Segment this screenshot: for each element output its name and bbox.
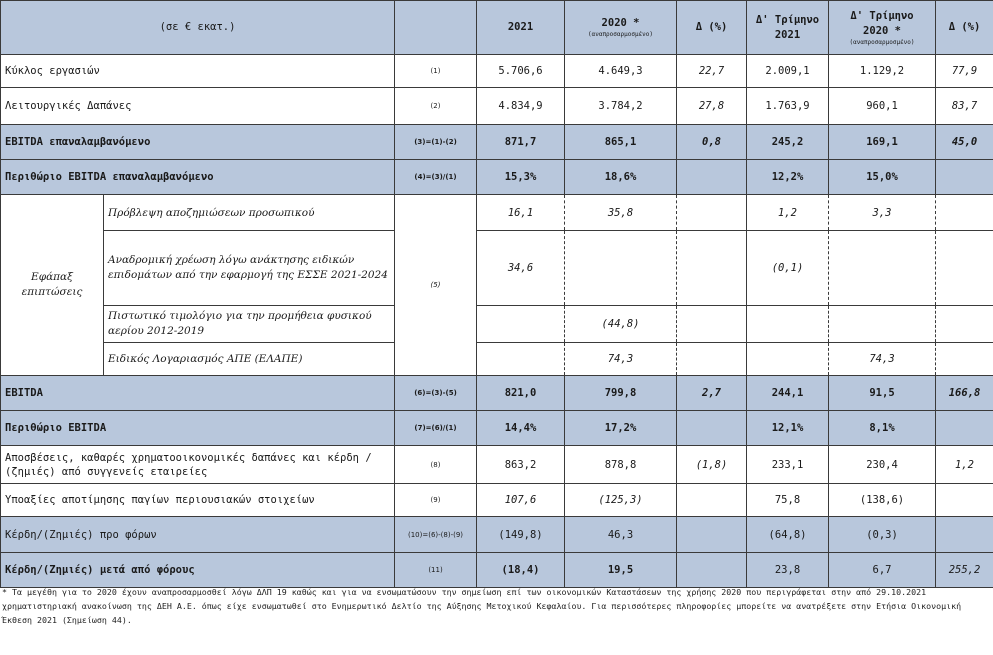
cell-qdelta	[936, 517, 993, 553]
cell-q4-2021	[747, 306, 829, 343]
cell-delta	[677, 484, 747, 517]
cell-qdelta: 255,2	[936, 553, 993, 588]
row-label: Περιθώριο EBITDA	[1, 411, 395, 446]
cell-2021: 5.706,6	[477, 55, 565, 88]
cell-q4-2020	[829, 231, 936, 306]
cell-delta	[677, 517, 747, 553]
row-oneoff-2	[1, 231, 993, 306]
cell-qdelta: 83,7	[936, 88, 993, 125]
row-oneoff-3	[1, 306, 993, 343]
row-label: Κύκλος εργασιών	[1, 55, 395, 88]
row-profit-before-tax	[1, 517, 993, 553]
cell-2021: 863,2	[477, 446, 565, 484]
cell-q4-2020: (138,6)	[829, 484, 936, 517]
cell-qdelta	[936, 411, 993, 446]
cell-2020: 799,8	[565, 376, 677, 411]
cell-2021: 871,7	[477, 125, 565, 160]
unit-header: (σε € εκατ.)	[1, 1, 395, 55]
cell-delta	[677, 553, 747, 588]
cell-delta	[677, 343, 747, 376]
row-profit-after-tax	[1, 553, 993, 588]
row-oneoff-4	[1, 343, 993, 376]
col-q4-2020-header	[829, 1, 936, 55]
cell-q4-2020: 91,5	[829, 376, 936, 411]
row-calc: (10)=(6)-(8)-(9)	[395, 517, 477, 553]
cell-qdelta	[936, 343, 993, 376]
cell-2020: 46,3	[565, 517, 677, 553]
cell-q4-2020: (0,3)	[829, 517, 936, 553]
cell-delta	[677, 231, 747, 306]
cell-2020: 74,3	[565, 343, 677, 376]
cell-delta	[677, 306, 747, 343]
cell-qdelta	[936, 195, 993, 231]
cell-qdelta	[936, 484, 993, 517]
cell-2020: 878,8	[565, 446, 677, 484]
row-opex	[1, 88, 993, 125]
row-calc: (8)	[395, 446, 477, 484]
col-q4-2021-header	[747, 1, 829, 55]
row-calc: (4)=(3)/(1)	[395, 160, 477, 195]
row-label: EBITDA	[1, 376, 395, 411]
cell-q4-2020: 3,3	[829, 195, 936, 231]
row-label: Πιστωτικό τιμολόγιο για την προμήθεια φυσικού αερίου 2012-2019	[104, 306, 395, 343]
cell-q4-2020: 169,1	[829, 125, 936, 160]
row-label: Λειτουργικές Δαπάνες	[1, 88, 395, 125]
header-row	[1, 1, 993, 55]
col-q4-2020-sub: (αναπροσαρμοσμένο)	[849, 38, 915, 46]
row-ebitda-recurring	[1, 125, 993, 160]
row-label: Υποαξίες αποτίμησης παγίων περιουσιακών στοιχείων	[1, 484, 395, 517]
cell-q4-2021: 2.009,1	[747, 55, 829, 88]
cell-2021: (149,8)	[477, 517, 565, 553]
col-q4-2021-line2: 2021	[774, 28, 801, 41]
cell-2020: 865,1	[565, 125, 677, 160]
row-label: Αναδρομική χρέωση λόγω ανάκτησης ειδικών επιδομάτων από την εφαρμογή της ΕΣΣΕ 2021-2024	[104, 231, 395, 306]
cell-2020: 17,2%	[565, 411, 677, 446]
cell-delta: (1,8)	[677, 446, 747, 484]
row-impairment	[1, 484, 993, 517]
col-2020-sub: (αναπροσαρμοσμένο)	[588, 31, 654, 38]
row-margin	[1, 411, 993, 446]
cell-2020: 18,6%	[565, 160, 677, 195]
cell-2021: 107,6	[477, 484, 565, 517]
cell-q4-2021: 23,8	[747, 553, 829, 588]
cell-2021: 14,4%	[477, 411, 565, 446]
col-q4-2020-line1: Δ' Τρίμηνο	[850, 9, 914, 22]
row-label: Κέρδη/(Ζημιές) μετά από φόρους	[1, 553, 395, 588]
cell-2021: 15,3%	[477, 160, 565, 195]
cell-q4-2021: 1,2	[747, 195, 829, 231]
cell-2020: 3.784,2	[565, 88, 677, 125]
cell-q4-2021: (64,8)	[747, 517, 829, 553]
cell-q4-2021: 75,8	[747, 484, 829, 517]
cell-qdelta	[936, 231, 993, 306]
cell-2021: 34,6	[477, 231, 565, 306]
cell-qdelta	[936, 160, 993, 195]
row-calc: (1)	[395, 55, 477, 88]
cell-q4-2021: 12,1%	[747, 411, 829, 446]
row-label: Περιθώριο EBITDA επαναλαμβανόμενο	[1, 160, 395, 195]
cell-2021	[477, 306, 565, 343]
cell-delta: 2,7	[677, 376, 747, 411]
row-calc: (7)=(6)/(1)	[395, 411, 477, 446]
cell-qdelta: 77,9	[936, 55, 993, 88]
row-label: Πρόβλεψη αποζημιώσεων προσωπικού	[104, 195, 395, 231]
cell-2020: (125,3)	[565, 484, 677, 517]
cell-qdelta: 45,0	[936, 125, 993, 160]
cell-qdelta: 1,2	[936, 446, 993, 484]
row-depreciation	[1, 446, 993, 484]
cell-q4-2020: 1.129,2	[829, 55, 936, 88]
row-label: Κέρδη/(Ζημιές) προ φόρων	[1, 517, 395, 553]
col-delta2-header: Δ (%)	[936, 1, 993, 55]
row-label: Ειδικός Λογαριασμός ΑΠΕ (ΕΛΑΠΕ)	[104, 343, 395, 376]
cell-q4-2020: 6,7	[829, 553, 936, 588]
row-calc: (5)	[395, 195, 477, 376]
cell-q4-2021: (0,1)	[747, 231, 829, 306]
cell-q4-2020: 74,3	[829, 343, 936, 376]
cell-qdelta	[936, 306, 993, 343]
cell-2020: 4.649,3	[565, 55, 677, 88]
row-calc: (2)	[395, 88, 477, 125]
col-delta-header: Δ (%)	[677, 1, 747, 55]
row-calc: (9)	[395, 484, 477, 517]
col-q4-2021-line1: Δ' Τρίμηνο	[755, 13, 820, 26]
cell-2021: (18,4)	[477, 553, 565, 588]
cell-delta	[677, 411, 747, 446]
cell-q4-2020: 230,4	[829, 446, 936, 484]
cell-2020: 35,8	[565, 195, 677, 231]
cell-q4-2021: 233,1	[747, 446, 829, 484]
oneoff-group-label: Εφάπαξ επιπτώσεις	[1, 195, 104, 376]
calc-header	[395, 1, 477, 55]
cell-q4-2020: 960,1	[829, 88, 936, 125]
cell-q4-2020: 8,1%	[829, 411, 936, 446]
cell-q4-2020	[829, 306, 936, 343]
cell-2020: (44,8)	[565, 306, 677, 343]
row-label: Αποσβέσεις, καθαρές χρηματοοικονομικές δαπάνες και κέρδη / (ζημιές) από συγγενείς εταιρείες	[1, 446, 395, 484]
footnote: * Τα μεγέθη για το 2020 έχουν αναπροσαρμοσθεί λόγω ΔΛΠ 19 καθώς και για να ενσωματώσουν την σημείωση επί των οικονομικών Καταστάσεων της χρήσης 2020 που περιγράφεται στην από 29.10.2021 χρηματιστηριακή ανακοίνωση της ΔΕΗ Α.Ε. όπως είχε ενσωματωθεί στο Ενημερωτικό Δελτίο της Αύξησης Μετοχικού Κεφαλαίου. Για περισσότερες πληροφορίες μπορείτε να ανατρέξετε στην Ετήσια Οικονομική Έκθεση 2021 (Σημείωση 44).	[2, 587, 962, 625]
col-2021-header: 2021	[477, 1, 565, 55]
cell-delta: 27,8	[677, 88, 747, 125]
row-turnover	[1, 55, 993, 88]
cell-delta	[677, 195, 747, 231]
cell-2020: 19,5	[565, 553, 677, 588]
row-label: EBITDA επαναλαμβανόμενο	[1, 125, 395, 160]
row-calc: (6)=(3)-(5)	[395, 376, 477, 411]
col-2020-header	[565, 1, 677, 55]
cell-q4-2021: 244,1	[747, 376, 829, 411]
cell-2021: 4.834,9	[477, 88, 565, 125]
cell-qdelta: 166,8	[936, 376, 993, 411]
cell-q4-2021: 245,2	[747, 125, 829, 160]
cell-2021: 821,0	[477, 376, 565, 411]
cell-delta: 22,7	[677, 55, 747, 88]
cell-delta	[677, 160, 747, 195]
cell-q4-2021	[747, 343, 829, 376]
cell-2020	[565, 231, 677, 306]
col-q4-2020-line2: 2020 *	[863, 24, 901, 37]
cell-2021: 16,1	[477, 195, 565, 231]
row-margin-recurring	[1, 160, 993, 195]
row-ebitda	[1, 376, 993, 411]
cell-q4-2021: 1.763,9	[747, 88, 829, 125]
cell-q4-2021: 12,2%	[747, 160, 829, 195]
row-calc: (3)=(1)-(2)	[395, 125, 477, 160]
row-calc: (11)	[395, 553, 477, 588]
cell-2021	[477, 343, 565, 376]
cell-q4-2020: 15,0%	[829, 160, 936, 195]
row-oneoff-1	[1, 195, 993, 231]
cell-delta: 0,8	[677, 125, 747, 160]
col-2020-label: 2020 *	[601, 17, 640, 29]
